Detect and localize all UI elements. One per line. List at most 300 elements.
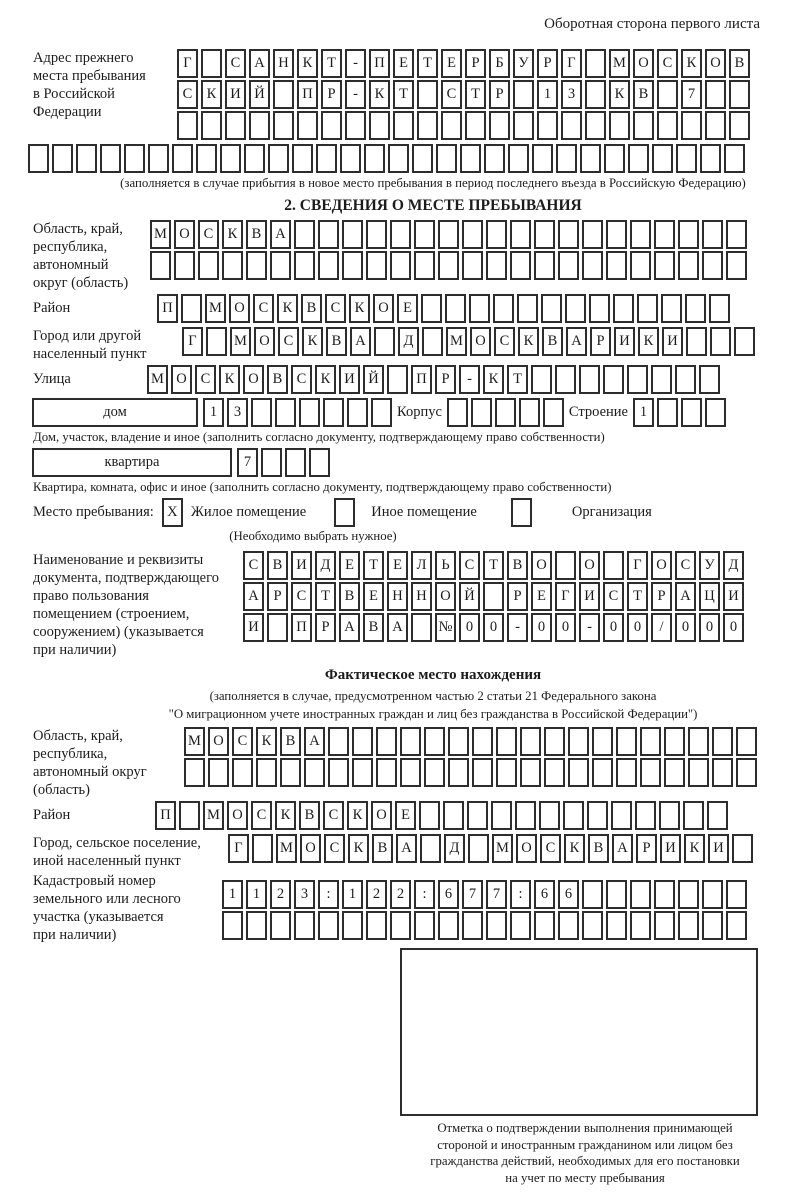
char-cell: И bbox=[708, 834, 729, 863]
char-cell: - bbox=[345, 49, 366, 78]
char-cell bbox=[611, 801, 632, 830]
char-cell bbox=[734, 327, 755, 356]
char-cell bbox=[244, 144, 265, 173]
char-cell bbox=[630, 911, 651, 940]
char-cell: К bbox=[348, 834, 369, 863]
char-cell bbox=[732, 834, 753, 863]
char-cell: П bbox=[297, 80, 318, 109]
char-cell bbox=[52, 144, 73, 173]
char-cell bbox=[222, 911, 243, 940]
char-cell bbox=[510, 220, 531, 249]
char-cell: С bbox=[540, 834, 561, 863]
char-cell: 2 bbox=[366, 880, 387, 909]
char-cell bbox=[304, 758, 325, 787]
char-cell bbox=[558, 911, 579, 940]
char-cell bbox=[462, 220, 483, 249]
char-cell: Т bbox=[363, 551, 384, 580]
char-cell: О bbox=[579, 551, 600, 580]
char-cell: Ь bbox=[435, 551, 456, 580]
char-cell bbox=[246, 251, 267, 280]
char-cell: 7 bbox=[237, 448, 258, 477]
char-cell bbox=[347, 398, 368, 427]
char-cell bbox=[675, 365, 696, 394]
char-cell: Р bbox=[321, 80, 342, 109]
char-cell bbox=[534, 220, 555, 249]
char-cell: К bbox=[349, 294, 370, 323]
char-cell bbox=[201, 111, 222, 140]
char-cell bbox=[174, 251, 195, 280]
char-cell: М bbox=[150, 220, 171, 249]
char-cell: С bbox=[253, 294, 274, 323]
char-cell bbox=[445, 294, 466, 323]
char-cell bbox=[606, 220, 627, 249]
char-cell: К bbox=[609, 80, 630, 109]
char-cell: О bbox=[633, 49, 654, 78]
char-cell: Н bbox=[387, 582, 408, 611]
char-cell bbox=[424, 758, 445, 787]
char-cell: О bbox=[300, 834, 321, 863]
char-cell bbox=[374, 327, 395, 356]
street-grid-row bbox=[147, 365, 720, 394]
char-cell bbox=[702, 880, 723, 909]
char-cell bbox=[491, 801, 512, 830]
char-cell: 2 bbox=[390, 880, 411, 909]
char-cell bbox=[376, 758, 397, 787]
char-cell: К bbox=[277, 294, 298, 323]
char-cell bbox=[685, 294, 706, 323]
char-cell bbox=[657, 111, 678, 140]
char-cell bbox=[659, 801, 680, 830]
char-cell bbox=[702, 911, 723, 940]
char-cell: С bbox=[459, 551, 480, 580]
char-cell: К bbox=[302, 327, 323, 356]
char-cell bbox=[556, 144, 577, 173]
char-cell bbox=[436, 144, 457, 173]
char-cell bbox=[177, 111, 198, 140]
char-cell bbox=[400, 758, 421, 787]
char-cell: Р bbox=[435, 365, 456, 394]
apartment-type-box: квартира bbox=[32, 448, 232, 477]
char-cell bbox=[267, 613, 288, 642]
char-cell bbox=[654, 880, 675, 909]
char-cell: В bbox=[363, 613, 384, 642]
char-cell: 0 bbox=[699, 613, 720, 642]
char-cell bbox=[465, 111, 486, 140]
char-cell bbox=[472, 727, 493, 756]
char-cell: Р bbox=[636, 834, 657, 863]
char-cell bbox=[469, 294, 490, 323]
char-cell bbox=[232, 758, 253, 787]
house-number-grid bbox=[203, 398, 392, 427]
char-cell bbox=[520, 727, 541, 756]
char-cell: Р bbox=[489, 80, 510, 109]
field-district-2 bbox=[33, 801, 800, 832]
char-cell bbox=[316, 144, 337, 173]
char-cell bbox=[486, 220, 507, 249]
char-cell: 0 bbox=[723, 613, 744, 642]
char-cell: Р bbox=[651, 582, 672, 611]
section2-title: 2. СВЕДЕНИЯ О МЕСТЕ ПРЕБЫВАНИЯ bbox=[284, 197, 582, 214]
char-cell: Е bbox=[339, 551, 360, 580]
char-cell bbox=[579, 365, 600, 394]
char-cell bbox=[686, 327, 707, 356]
char-cell bbox=[688, 727, 709, 756]
char-cell bbox=[345, 111, 366, 140]
char-cell: П bbox=[411, 365, 432, 394]
char-cell bbox=[438, 911, 459, 940]
char-cell: К bbox=[369, 80, 390, 109]
char-cell bbox=[635, 801, 656, 830]
previous-address-grid-row-2 bbox=[177, 80, 750, 109]
char-cell bbox=[726, 251, 747, 280]
char-cell: 6 bbox=[534, 880, 555, 909]
char-cell: У bbox=[699, 551, 720, 580]
char-cell: А bbox=[249, 49, 270, 78]
char-cell bbox=[587, 801, 608, 830]
char-cell bbox=[726, 880, 747, 909]
cadastre-grid-row-1 bbox=[222, 880, 747, 909]
char-cell bbox=[702, 251, 723, 280]
char-cell: М bbox=[446, 327, 467, 356]
char-cell bbox=[438, 220, 459, 249]
char-cell bbox=[729, 111, 750, 140]
char-cell: О bbox=[227, 801, 248, 830]
char-cell: С bbox=[198, 220, 219, 249]
field-previous-address bbox=[33, 49, 800, 142]
char-cell bbox=[676, 144, 697, 173]
char-cell: Б bbox=[489, 49, 510, 78]
char-cell bbox=[513, 80, 534, 109]
char-cell bbox=[387, 365, 408, 394]
char-cell bbox=[417, 111, 438, 140]
char-cell bbox=[729, 80, 750, 109]
char-cell: Е bbox=[363, 582, 384, 611]
char-cell: К bbox=[681, 49, 702, 78]
city-2-label: Город, сельское поселение, иной населенный пункт bbox=[33, 835, 201, 869]
char-cell bbox=[654, 220, 675, 249]
char-cell: О bbox=[243, 365, 264, 394]
stay-type-option-organization-label: Организация bbox=[571, 504, 652, 520]
char-cell: Т bbox=[417, 49, 438, 78]
char-cell: Е bbox=[531, 582, 552, 611]
char-cell: К bbox=[222, 220, 243, 249]
char-cell bbox=[249, 111, 270, 140]
char-cell bbox=[508, 144, 529, 173]
char-cell bbox=[390, 251, 411, 280]
char-cell: 6 bbox=[438, 880, 459, 909]
cadastre-label: Кадастровый номер земельного или лесного участка (указывается при наличии) bbox=[33, 873, 181, 943]
char-cell bbox=[414, 251, 435, 280]
char-cell bbox=[736, 758, 757, 787]
stay-type-row bbox=[33, 498, 800, 527]
char-cell bbox=[712, 727, 733, 756]
char-cell bbox=[657, 398, 678, 427]
char-cell: М bbox=[203, 801, 224, 830]
char-cell bbox=[486, 911, 507, 940]
char-cell: 0 bbox=[603, 613, 624, 642]
char-cell bbox=[388, 144, 409, 173]
char-cell: В bbox=[339, 582, 360, 611]
char-cell: К bbox=[201, 80, 222, 109]
char-cell bbox=[510, 911, 531, 940]
char-cell bbox=[328, 758, 349, 787]
char-cell bbox=[510, 251, 531, 280]
char-cell bbox=[342, 911, 363, 940]
char-cell: С bbox=[441, 80, 462, 109]
char-cell: 1 bbox=[203, 398, 224, 427]
char-cell: В bbox=[372, 834, 393, 863]
field-district-1 bbox=[33, 294, 800, 325]
previous-address-label: Адрес прежнего места пребывания в Российской Федерации bbox=[33, 50, 146, 120]
field-city-1 bbox=[33, 327, 800, 363]
char-cell bbox=[206, 327, 227, 356]
char-cell bbox=[496, 727, 517, 756]
char-cell: В bbox=[267, 365, 288, 394]
char-cell: - bbox=[459, 365, 480, 394]
char-cell: 0 bbox=[483, 613, 504, 642]
char-cell: / bbox=[651, 613, 672, 642]
char-cell: К bbox=[219, 365, 240, 394]
char-cell: И bbox=[339, 365, 360, 394]
char-cell bbox=[678, 220, 699, 249]
char-cell: 3 bbox=[227, 398, 248, 427]
char-cell: В bbox=[633, 80, 654, 109]
char-cell bbox=[585, 111, 606, 140]
stroenie-grid bbox=[633, 398, 726, 427]
char-cell bbox=[28, 144, 49, 173]
char-cell bbox=[637, 294, 658, 323]
confirmation-stamp-box bbox=[400, 948, 758, 1116]
char-cell bbox=[309, 448, 330, 477]
char-cell: М bbox=[609, 49, 630, 78]
char-cell bbox=[148, 144, 169, 173]
char-cell bbox=[616, 727, 637, 756]
char-cell bbox=[294, 251, 315, 280]
char-cell bbox=[275, 398, 296, 427]
char-cell: В bbox=[267, 551, 288, 580]
char-cell: О bbox=[373, 294, 394, 323]
char-cell: В bbox=[246, 220, 267, 249]
char-cell bbox=[585, 49, 606, 78]
char-cell bbox=[495, 398, 516, 427]
char-cell bbox=[568, 727, 589, 756]
char-cell: Р bbox=[537, 49, 558, 78]
char-cell bbox=[630, 251, 651, 280]
previous-address-grid-row-4 bbox=[28, 144, 800, 173]
char-cell: Й bbox=[459, 582, 480, 611]
field-region-1 bbox=[33, 220, 800, 292]
previous-address-note: (заполняется в случае прибытия в новое место пребывания в период последнего въезда в Российскую Федерацию) bbox=[120, 176, 746, 190]
char-cell: Д bbox=[398, 327, 419, 356]
char-cell bbox=[292, 144, 313, 173]
char-cell bbox=[736, 727, 757, 756]
char-cell: Г bbox=[555, 582, 576, 611]
char-cell bbox=[707, 801, 728, 830]
char-cell: С bbox=[603, 582, 624, 611]
char-cell bbox=[273, 111, 294, 140]
char-cell bbox=[340, 144, 361, 173]
city-1-grid-row bbox=[182, 327, 755, 356]
char-cell bbox=[582, 220, 603, 249]
char-cell: Р bbox=[315, 613, 336, 642]
char-cell bbox=[198, 251, 219, 280]
char-cell: О bbox=[254, 327, 275, 356]
char-cell: С bbox=[232, 727, 253, 756]
char-cell bbox=[414, 220, 435, 249]
document-grid-row-1 bbox=[243, 551, 744, 580]
char-cell: И bbox=[660, 834, 681, 863]
stay-type-label: Место пребывания: bbox=[33, 504, 154, 520]
char-cell bbox=[532, 144, 553, 173]
char-cell: 1 bbox=[633, 398, 654, 427]
char-cell bbox=[664, 758, 685, 787]
char-cell bbox=[342, 220, 363, 249]
char-cell bbox=[565, 294, 586, 323]
char-cell: И bbox=[723, 582, 744, 611]
char-cell: 0 bbox=[675, 613, 696, 642]
district-1-label: Район bbox=[33, 300, 71, 316]
char-cell bbox=[613, 294, 634, 323]
char-cell: К bbox=[275, 801, 296, 830]
region-2-grid-row-2 bbox=[184, 758, 757, 787]
char-cell bbox=[438, 251, 459, 280]
char-cell: Т bbox=[321, 49, 342, 78]
char-cell bbox=[196, 144, 217, 173]
char-cell bbox=[261, 448, 282, 477]
char-cell bbox=[705, 111, 726, 140]
char-cell: Е bbox=[395, 801, 416, 830]
char-cell: В bbox=[299, 801, 320, 830]
char-cell: П bbox=[291, 613, 312, 642]
char-cell: Г bbox=[561, 49, 582, 78]
char-cell bbox=[443, 801, 464, 830]
char-cell: Т bbox=[627, 582, 648, 611]
char-cell bbox=[592, 727, 613, 756]
char-cell bbox=[268, 144, 289, 173]
char-cell: Н bbox=[273, 49, 294, 78]
char-cell bbox=[700, 144, 721, 173]
char-cell: 1 bbox=[222, 880, 243, 909]
char-cell bbox=[246, 911, 267, 940]
char-cell bbox=[582, 880, 603, 909]
char-cell bbox=[496, 758, 517, 787]
char-cell: И bbox=[579, 582, 600, 611]
char-cell bbox=[471, 398, 492, 427]
char-cell: Т bbox=[393, 80, 414, 109]
char-cell: И bbox=[291, 551, 312, 580]
char-cell: А bbox=[270, 220, 291, 249]
char-cell bbox=[609, 111, 630, 140]
char-cell bbox=[208, 758, 229, 787]
document-label: Наименование и реквизиты документа, подтверждающего право пользования помещением (строением, сооружением) (указывается при наличии) bbox=[33, 552, 219, 658]
char-cell bbox=[604, 144, 625, 173]
char-cell bbox=[628, 144, 649, 173]
field-city-2 bbox=[33, 834, 800, 870]
char-cell bbox=[603, 551, 624, 580]
char-cell bbox=[630, 220, 651, 249]
document-grid-row-2 bbox=[243, 582, 744, 611]
char-cell: М bbox=[147, 365, 168, 394]
char-cell bbox=[390, 220, 411, 249]
char-cell bbox=[606, 251, 627, 280]
char-cell: П bbox=[155, 801, 176, 830]
char-cell bbox=[651, 365, 672, 394]
char-cell: М bbox=[276, 834, 297, 863]
char-cell: 3 bbox=[561, 80, 582, 109]
char-cell bbox=[539, 801, 560, 830]
document-grid-row-3 bbox=[243, 613, 744, 642]
char-cell bbox=[448, 758, 469, 787]
char-cell bbox=[393, 111, 414, 140]
char-cell bbox=[582, 251, 603, 280]
char-cell bbox=[582, 911, 603, 940]
char-cell: О bbox=[229, 294, 250, 323]
char-cell: А bbox=[612, 834, 633, 863]
char-cell bbox=[472, 758, 493, 787]
char-cell: А bbox=[387, 613, 408, 642]
char-cell bbox=[678, 880, 699, 909]
char-cell: В bbox=[507, 551, 528, 580]
char-cell bbox=[627, 365, 648, 394]
char-cell bbox=[273, 80, 294, 109]
field-house bbox=[32, 398, 800, 427]
char-cell: И bbox=[243, 613, 264, 642]
char-cell bbox=[468, 834, 489, 863]
char-cell: М bbox=[230, 327, 251, 356]
char-cell bbox=[270, 251, 291, 280]
field-document bbox=[33, 551, 800, 659]
korpus-grid bbox=[447, 398, 564, 427]
char-cell: А bbox=[566, 327, 587, 356]
char-cell: : bbox=[414, 880, 435, 909]
char-cell bbox=[321, 111, 342, 140]
char-cell bbox=[462, 251, 483, 280]
apartment-note: Квартира, комната, офис и иное (заполнить согласно документу, подтверждающему право собственности) bbox=[33, 480, 612, 494]
char-cell bbox=[184, 758, 205, 787]
char-cell: В bbox=[326, 327, 347, 356]
char-cell: К bbox=[684, 834, 705, 863]
char-cell bbox=[179, 801, 200, 830]
char-cell: Е bbox=[387, 551, 408, 580]
char-cell: 0 bbox=[555, 613, 576, 642]
char-cell: И bbox=[662, 327, 683, 356]
char-cell bbox=[369, 111, 390, 140]
char-cell: 7 bbox=[462, 880, 483, 909]
char-cell bbox=[640, 758, 661, 787]
char-cell: Л bbox=[411, 551, 432, 580]
char-cell: - bbox=[345, 80, 366, 109]
char-cell bbox=[603, 365, 624, 394]
char-cell: К bbox=[638, 327, 659, 356]
char-cell bbox=[460, 144, 481, 173]
char-cell bbox=[462, 911, 483, 940]
char-cell bbox=[280, 758, 301, 787]
char-cell bbox=[555, 365, 576, 394]
char-cell bbox=[520, 758, 541, 787]
char-cell: А bbox=[339, 613, 360, 642]
char-cell: В bbox=[542, 327, 563, 356]
stay-type-note: (Необходимо выбрать нужное) bbox=[229, 529, 397, 543]
char-cell bbox=[366, 220, 387, 249]
district-1-grid-row bbox=[157, 294, 730, 323]
actual-location-note-2: "О миграционном учете иностранных граждан и лиц без гражданства в Российской Федерации") bbox=[168, 707, 698, 721]
char-cell: К bbox=[315, 365, 336, 394]
char-cell bbox=[592, 758, 613, 787]
char-cell bbox=[100, 144, 121, 173]
char-cell bbox=[544, 727, 565, 756]
char-cell bbox=[364, 144, 385, 173]
char-cell: М bbox=[184, 727, 205, 756]
